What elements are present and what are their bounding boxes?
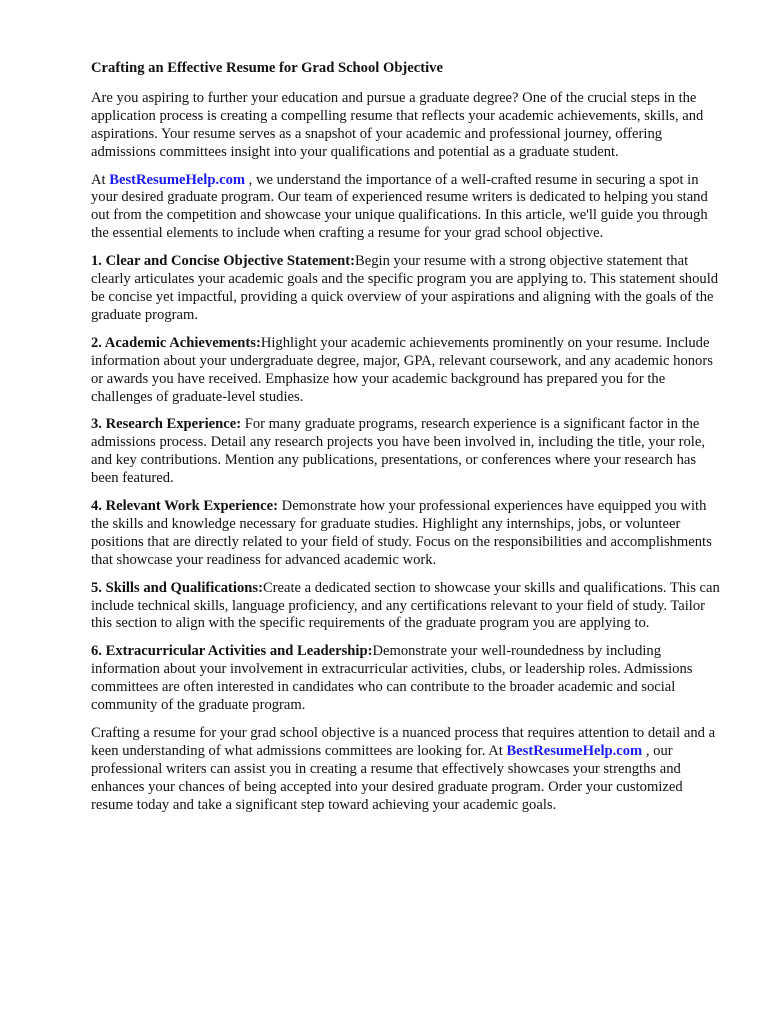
section-work-experience <box>91 498 723 570</box>
section-heading: 6. Extracurricular Activities and Leadership: <box>91 643 373 660</box>
section-heading: 3. Research Experience: <box>91 416 242 433</box>
section-academic-achievements <box>91 335 723 407</box>
conclusion-paragraph <box>91 725 723 815</box>
section-body: Demonstrate how your professional experiences have equipped you with the skills and knowledge necessary for graduate studies. Highlight any internships, jobs, or volunteer positions that are directly related to your field of study. Focus on the responsibilities and accomplishments that showcase your readiness for advanced academic work. <box>91 498 712 568</box>
section-body: Begin your resume with a strong objective statement that clearly articulates your academic goals and the specific program you are applying to. This statement should be concise yet impactful, providing a quick overview of your aspirations and aligning with the goals of the graduate program. <box>91 253 719 323</box>
section-objective-statement <box>91 253 723 325</box>
bestresumehelp-link[interactable]: BestResumeHelp.com <box>506 742 643 759</box>
section-body: Create a dedicated section to showcase your skills and qualifications. This can include technical skills, language proficiency, and any certifications relevant to your field of study. Tailor this section to align with the specific requirements of the graduate program you are applying to. <box>91 579 720 632</box>
conclusion-text-after: , our professional writers can assist you in creating a resume that effectively showcases your strengths and enhances your chances of being accepted into your desired graduate program. Order your customized resume today and take a significant step toward achieving your academic goals. <box>91 742 683 813</box>
bestresumehelp-link[interactable]: BestResumeHelp.com <box>109 171 246 188</box>
section-body: Highlight your academic achievements prominently on your resume. Include information about your undergraduate degree, major, GPA, relevant coursework, and any academic honors or awards you have received. Emphasize how your academic background has prepared you for the challenges of graduate-level studies. <box>91 334 713 405</box>
section-skills-qualifications <box>91 580 723 634</box>
document-title: Crafting an Effective Resume for Grad School Objective <box>91 60 443 76</box>
document-page <box>91 60 723 825</box>
section-research-experience <box>91 416 723 488</box>
section-extracurricular-leadership <box>91 643 723 715</box>
section-heading: 2. Academic Achievements: <box>91 334 261 351</box>
about-text: , we understand the importance of a well-crafted resume in securing a spot in your desired graduate program. Our team of experienced resume writers is dedicated to helping you stand out from the competition and showcase your unique qualifications. In this article, we'll guide you through the essential elements to include when crafting a resume for your grad school objective. <box>91 171 708 242</box>
section-body: For many graduate programs, research experience is a significant factor in the admissions process. Detail any research projects you have been involved in, including the title, your role, and key contributions. Mention any publications, presentations, or conferences where your research has been featured. <box>91 416 705 487</box>
section-heading: 1. Clear and Concise Objective Statement: <box>91 253 355 270</box>
about-paragraph <box>91 172 723 244</box>
section-heading: 5. Skills and Qualifications: <box>91 579 263 596</box>
about-prefix: At <box>91 171 110 188</box>
section-body: Demonstrate your well-roundedness by including information about your involvement in extracurricular activities, clubs, or leadership roles. Admissions committees are often interested in candidates who can contribute to the broader academic and social community of the graduate program. <box>91 643 693 714</box>
section-heading: 4. Relevant Work Experience: <box>91 498 278 515</box>
conclusion-text: Crafting a resume for your grad school objective is a nuanced process that requires attention to detail and a keen understanding of what admissions committees are looking for. At <box>91 725 716 759</box>
intro-paragraph: Are you aspiring to further your education and pursue a graduate degree? One of the crucial steps in the application process is creating a compelling resume that reflects your academic achievements, skills, and aspirations. Your resume serves as a snapshot of your academic and professional journey, offering admissions committees insight into your qualifications and potential as a graduate student. <box>91 89 704 160</box>
